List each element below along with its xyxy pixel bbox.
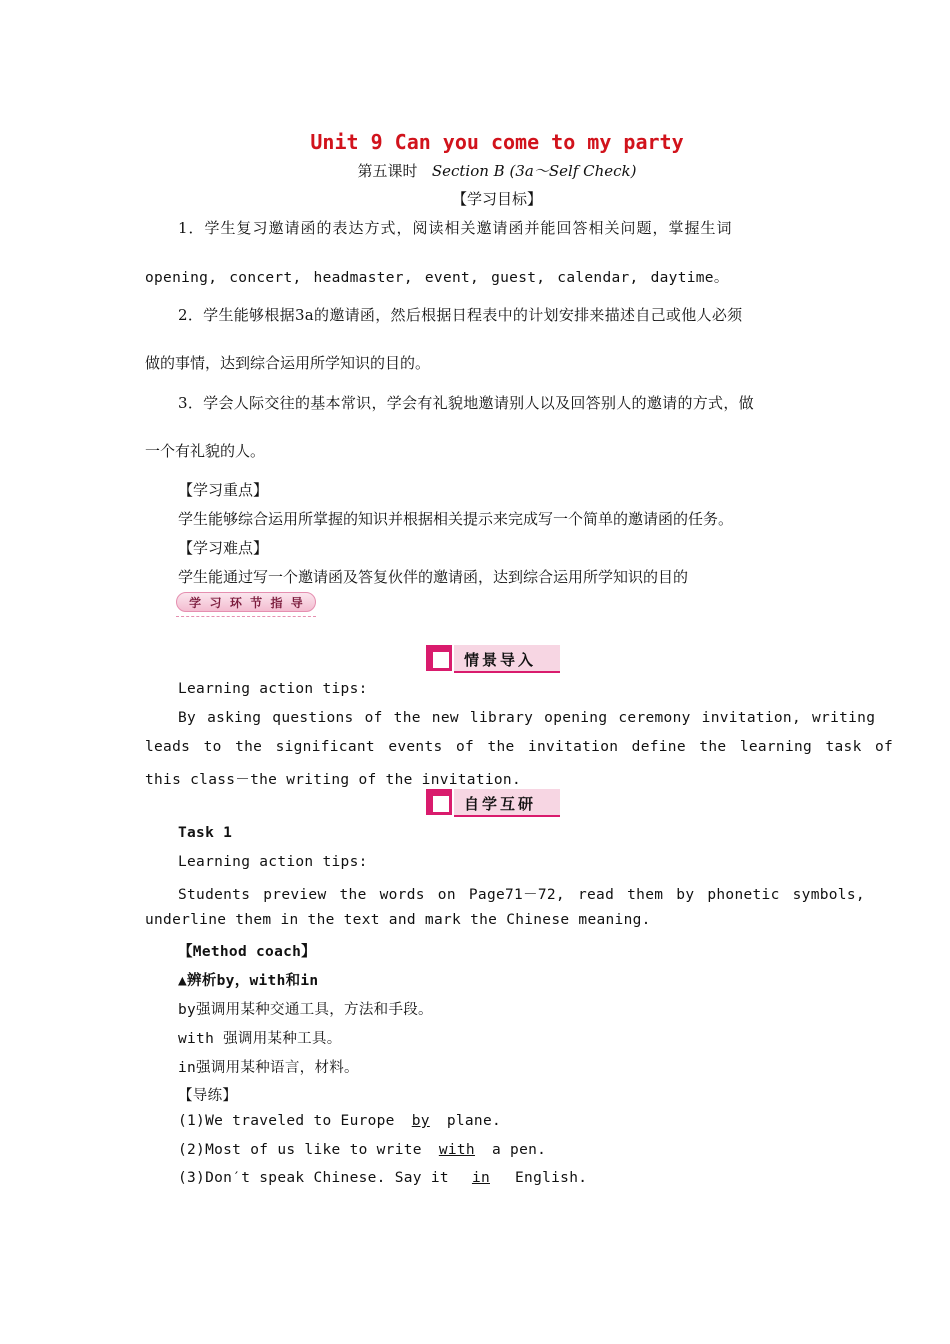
section-header-scenario — [426, 645, 560, 673]
exercise-2-answer: with — [438, 1142, 475, 1158]
by-note: by强调用某种交通工具，方法和手段。 — [178, 1002, 433, 1018]
in-note: in强调用某种语言，材料。 — [178, 1060, 359, 1076]
section1-tips-label: Learning action tips: — [178, 681, 368, 697]
banner-divider — [176, 616, 316, 617]
banner-char: 环 — [229, 595, 242, 610]
banner-char: 习 — [209, 595, 222, 610]
section2-line-1: Students preview the words on Page71－72, read them by phonetic symbols, — [178, 887, 865, 903]
keypoints-text: 学生能够综合运用所掌握的知识并根据相关提示来完成写一个简单的邀请函的任务。 — [178, 510, 734, 528]
banner-char: 节 — [250, 595, 263, 610]
difficulties-heading: 【学习难点】 — [178, 539, 269, 557]
exercise-1-suffix: plane. — [446, 1113, 502, 1129]
section1-line-3: this class－the writing of the invitation. — [145, 772, 521, 788]
banner-char: 学 — [189, 595, 202, 610]
exercise-1-prefix: (1)We traveled to Europe — [178, 1113, 395, 1129]
objective-2-line-2: 做的事情，达到综合运用所学知识的目的。 — [145, 354, 431, 372]
section1-line-2: leads to the significant events of the invitation define the learning task of — [145, 739, 894, 755]
exercise-1-answer: by — [411, 1113, 430, 1129]
section-range: (3a～Self Check) — [509, 162, 637, 180]
objective-1-line-1: 1．学生复习邀请函的表达方式，阅读相关邀请函并能回答相关问题，掌握生词 — [178, 219, 733, 237]
exercise-1 — [178, 1113, 501, 1129]
task-title: Task 1 — [178, 825, 233, 841]
method-coach-heading: 【Method coach】 — [178, 944, 316, 960]
exercise-2 — [178, 1142, 546, 1158]
section2-tips-label: Learning action tips: — [178, 854, 368, 870]
lesson-number: 第五课时 — [357, 162, 418, 180]
objective-1-line-2: opening, concert, headmaster, event, guest, calendar, daytime。 — [145, 270, 729, 286]
keypoints-heading: 【学习重点】 — [178, 481, 269, 499]
objective-2-line-1: 2．学生能够根据3a的邀请函，然后根据日程表中的计划安排来描述自己或他人必须 — [178, 306, 743, 324]
practice-heading: 【导练】 — [178, 1088, 238, 1104]
section1-line-1: By asking questions of the new library opening ceremony invitation, writing — [178, 710, 876, 726]
section2-line-2: underline them in the text and mark the Chinese meaning. — [145, 912, 651, 928]
page-title: Unit 9 Can you come to my party — [310, 130, 684, 154]
difficulties-text: 学生能通过写一个邀请函及答复伙伴的邀请函，达到综合运用所学知识的目的 — [178, 568, 689, 586]
exercise-3-suffix: English. — [515, 1170, 588, 1186]
section-label: 自学互研 — [464, 795, 537, 813]
exercise-2-suffix: a pen. — [492, 1142, 547, 1158]
section-marker-inner — [432, 651, 450, 669]
exercise-2-prefix: (2)Most of us like to write — [178, 1142, 422, 1158]
section-label: 情景导入 — [464, 651, 537, 669]
banner-char: 指 — [270, 595, 283, 610]
exercise-3-answer: in — [471, 1170, 490, 1186]
with-note: with 强调用某种工具。 — [178, 1031, 342, 1047]
section-name: Section B — [431, 162, 505, 180]
section-marker-inner — [432, 795, 450, 813]
exercise-3 — [178, 1170, 587, 1186]
study-guide-banner — [176, 592, 316, 612]
objective-3-line-1: 3．学会人际交往的基本常识，学会有礼貌地邀请别人以及回答别人的邀请的方式，做 — [178, 394, 754, 412]
exercise-3-prefix: (3)Don′t speak Chinese. Say it — [178, 1170, 449, 1186]
section-header-self-study — [426, 789, 560, 817]
objectives-heading: 【学习目标】 — [451, 190, 542, 208]
analysis-heading: ▲辨析by，with和in — [178, 973, 319, 989]
lesson-subtitle — [0, 160, 950, 181]
objective-3-line-2: 一个有礼貌的人。 — [145, 442, 266, 460]
banner-char: 导 — [290, 595, 303, 610]
